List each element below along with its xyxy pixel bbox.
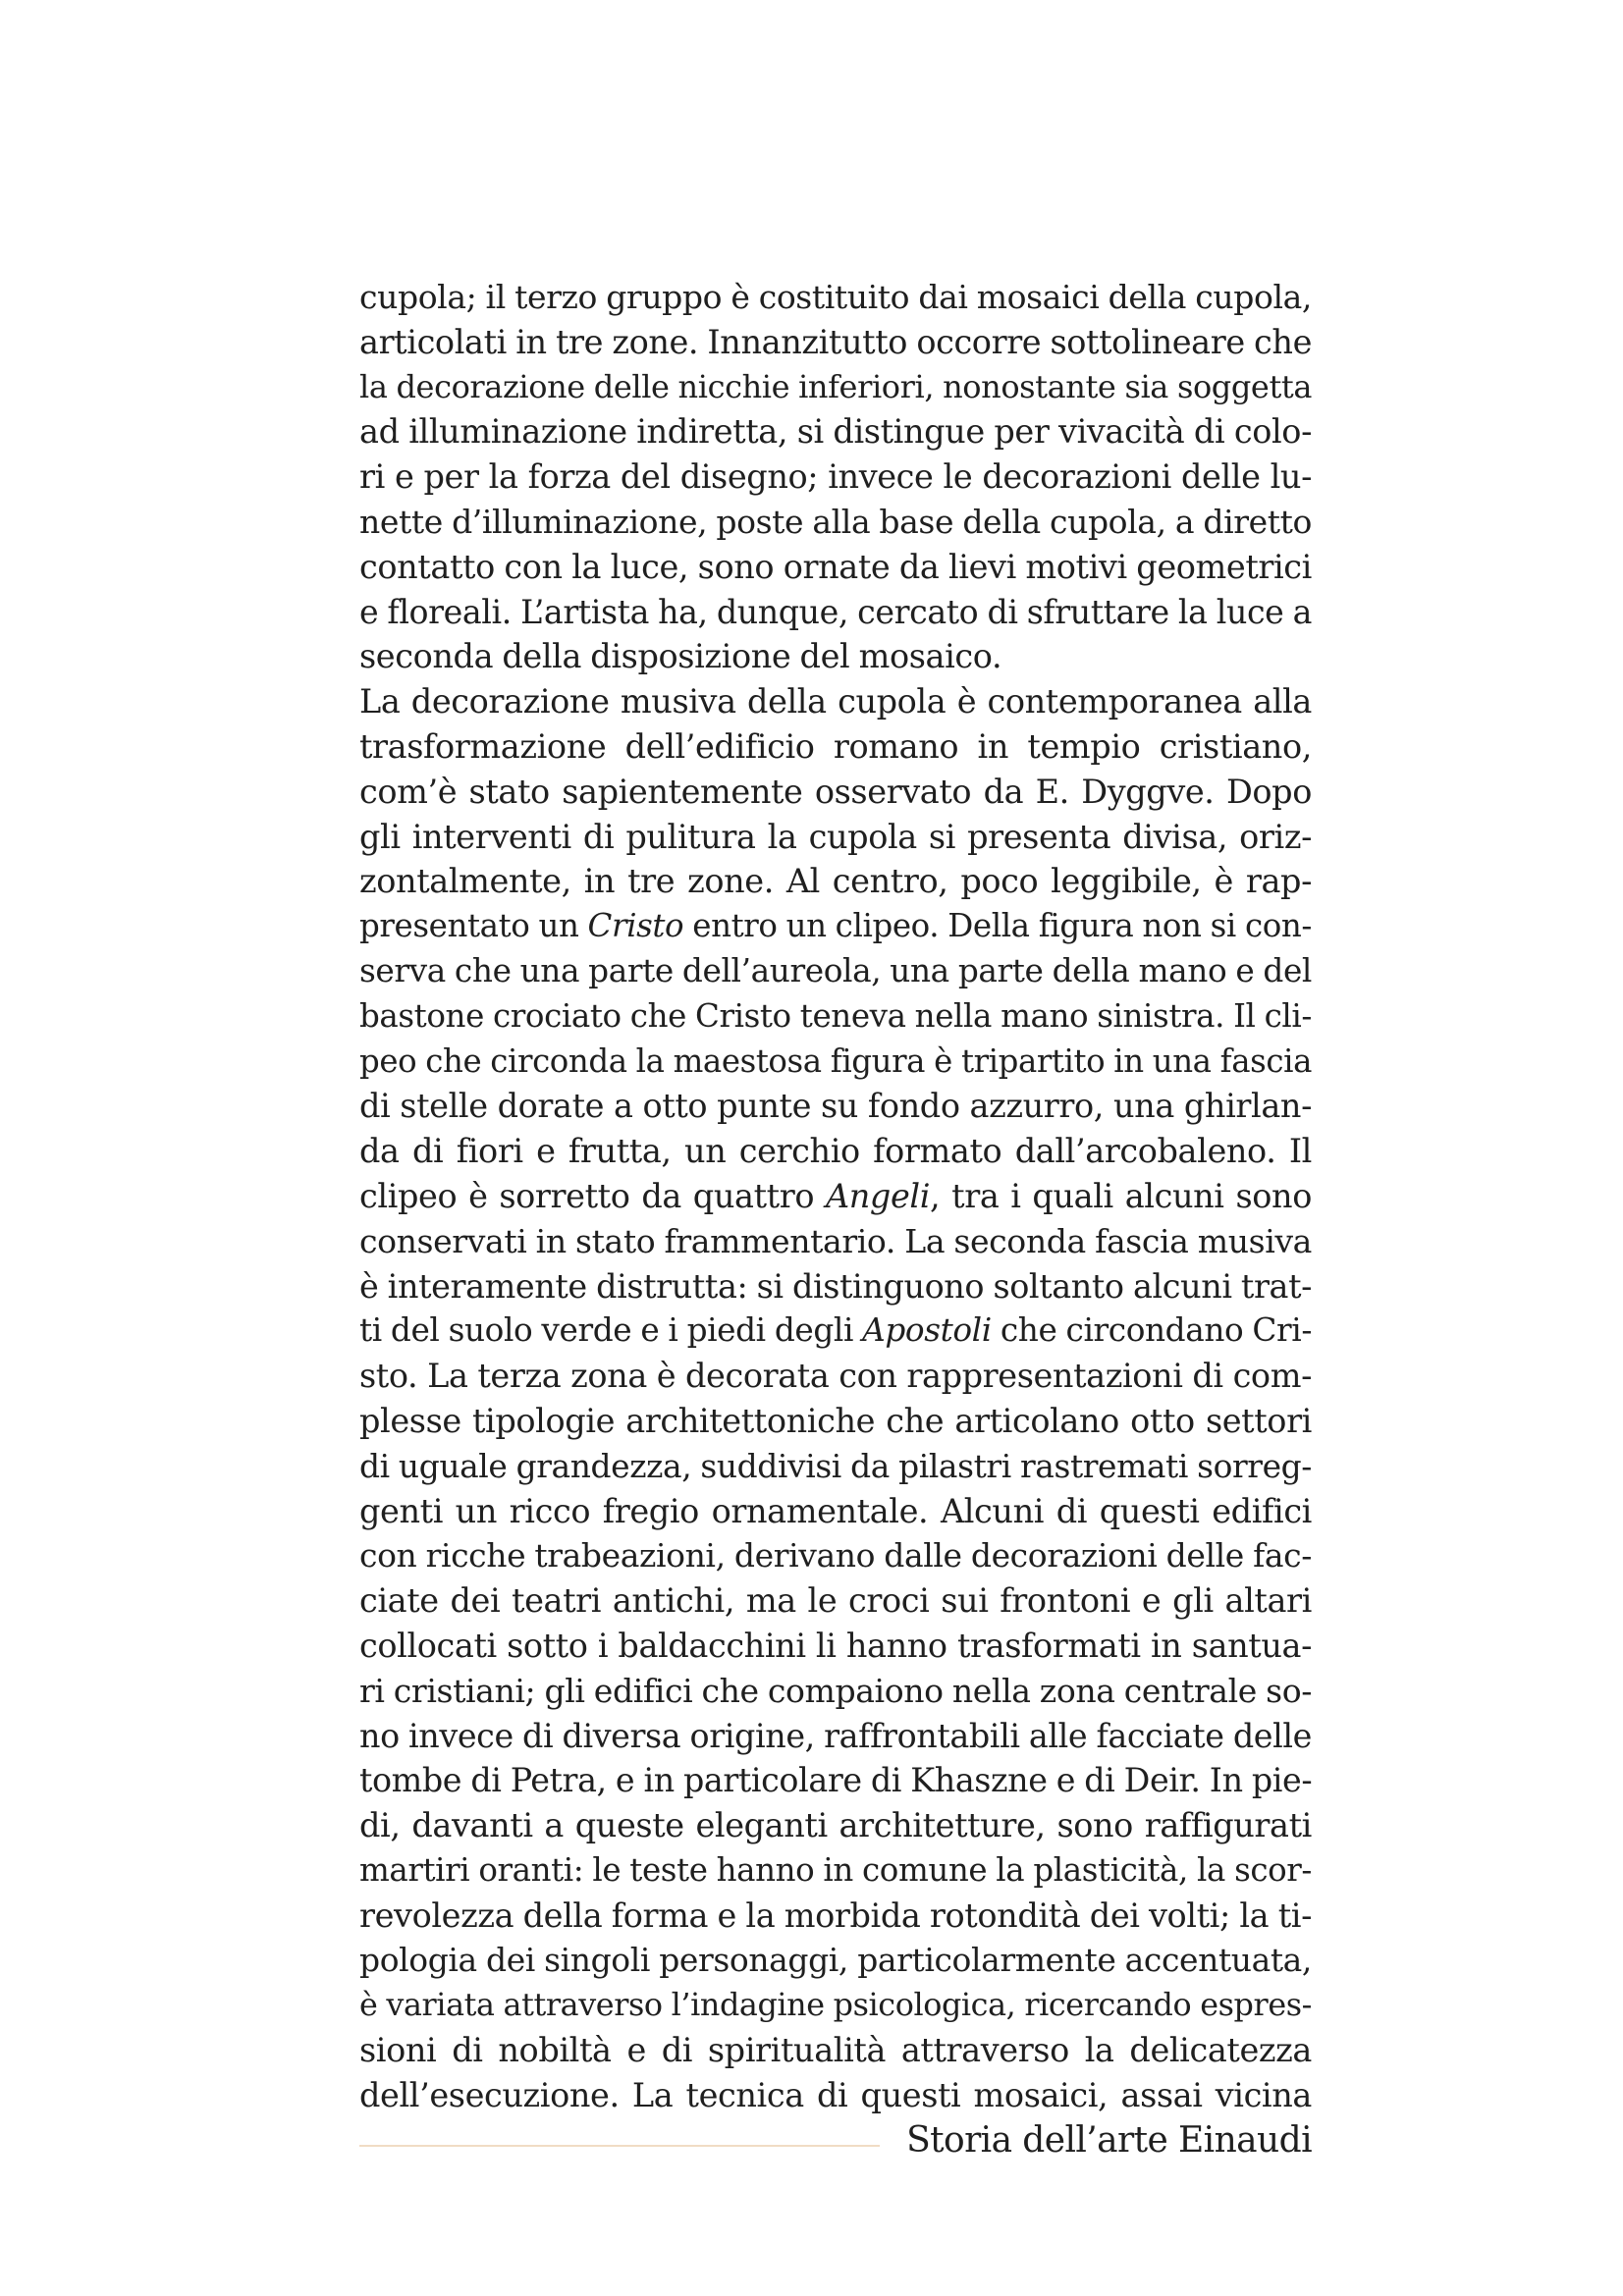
text-line: sioni di nobiltà e di spiritualità attraverso la delicatezza	[359, 2031, 1312, 2070]
text-line: dell’esecuzione. La tecnica di questi mosaici, assai vicina	[359, 2075, 1312, 2114]
text-line: da di fiori e frutta, un cerchio formato dall’arcobaleno. Il	[359, 1132, 1312, 1171]
body-text	[359, 275, 1312, 2118]
text-line: ad illuminazione indiretta, si distingue per vivacità di colo-	[359, 412, 1312, 452]
italic-term-apostoli: Apostoli	[862, 1311, 992, 1350]
text-line: serva che una parte dell’aureola, una parte della mano e del	[359, 951, 1312, 989]
text-line: di uguale grandezza, suddivisi da pilastri rastremati sorreg-	[359, 1446, 1312, 1485]
text-line: La decorazione musiva della cupola è contemporanea alla	[359, 682, 1312, 721]
text-run: clipeo è sorretto da quattro	[359, 1176, 826, 1215]
text-line: com’è stato sapientemente osservato da E. Dyggve. Dopo	[359, 772, 1312, 811]
text-line: e floreali. L’artista ha, dunque, cercato di sfruttare la luce a	[359, 592, 1312, 631]
text-line: è interamente distrutta: si distinguono soltanto alcuni trat-	[359, 1266, 1312, 1306]
paragraph-end-line: seconda della disposizione del mosaico.	[359, 637, 1002, 676]
footer-rule	[359, 2145, 880, 2147]
text-run: ti del suolo verde e i piedi degli	[359, 1311, 863, 1350]
text-line: ri cristiani; gli edifici che compaiono nella zona centrale so-	[359, 1671, 1312, 1710]
text-line: ciate dei teatri antichi, ma le croci sui frontoni e gli altari	[359, 1581, 1312, 1621]
text-line: tombe di Petra, e in particolare di Khaszne e di Deir. In pie-	[359, 1761, 1313, 1800]
text-line	[359, 1308, 1312, 1354]
text-line: zontalmente, in tre zone. Al centro, poco leggibile, è rap-	[359, 862, 1312, 901]
text-line: ri e per la forza del disegno; invece le decorazioni delle lu-	[359, 457, 1312, 497]
text-line: revolezza della forma e la morbida rotondità dei volti; la ti-	[359, 1896, 1312, 1935]
text-run: che circondano Cri-	[991, 1311, 1312, 1350]
text-line: di stelle dorate a otto punte su fondo azzurro, una ghirlan-	[359, 1087, 1312, 1126]
text-line: trasformazione dell’edificio romano in tempio cristiano,	[359, 726, 1312, 766]
text-line: peo che circonda la maestosa figura è tripartito in una fascia	[359, 1041, 1312, 1080]
text-line: plesse tipologie architettoniche che articolano otto settori	[359, 1401, 1312, 1440]
text-line: pologia dei singoli personaggi, particolarmente accentuata,	[359, 1941, 1312, 1980]
text-line: cupola; il terzo gruppo è costituito dai mosaici della cupola,	[359, 278, 1312, 316]
text-line: contatto con la luce, sono ornate da lievi motivi geometrici	[359, 547, 1312, 586]
text-line: genti un ricco fregio ornamentale. Alcuni di questi edifici	[359, 1491, 1312, 1530]
text-line: sto. La terza zona è decorata con rappresentazioni di com-	[359, 1357, 1312, 1396]
text-line: no invece di diversa origine, raffrontabili alle facciate delle	[359, 1716, 1312, 1755]
text-line: articolati in tre zone. Innanzitutto occorre sottolineare che	[359, 322, 1312, 361]
text-run: entro un clipeo. Della figura non si con-	[683, 907, 1312, 945]
footer-title: Storia dell’arte Einaudi	[906, 2120, 1312, 2161]
text-line: la decorazione delle nicchie inferiori, nonostante sia soggetta	[359, 367, 1312, 405]
italic-term-cristo: Cristo	[587, 907, 684, 945]
text-line: bastone crociato che Cristo teneva nella mano sinistra. Il cli-	[359, 996, 1312, 1035]
page-footer	[359, 2116, 1312, 2165]
text-line: è variata attraverso l’indagine psicologica, ricercando espres-	[359, 1987, 1312, 2024]
text-line: di, davanti a queste eleganti architetture, sono raffigurati	[359, 1806, 1312, 1845]
text-run: presentato un	[359, 907, 588, 945]
text-run: , tra i quali alcuni sono	[930, 1176, 1312, 1215]
text-line	[359, 904, 1312, 949]
text-line: collocati sotto i baldacchini li hanno trasformati in santua-	[359, 1626, 1312, 1665]
text-line: con ricche trabeazioni, derivano dalle decorazioni delle fac-	[359, 1536, 1312, 1575]
text-line: martiri oranti: le teste hanno in comune la plasticità, la scor-	[359, 1850, 1312, 1889]
italic-term-angeli: Angeli	[825, 1176, 931, 1215]
text-line: nette d’illuminazione, poste alla base della cupola, a diretto	[359, 502, 1312, 541]
text-line: conservati in stato frammentario. La seconda fascia musiva	[359, 1221, 1312, 1260]
text-line: gli interventi di pulitura la cupola si presenta divisa, oriz-	[359, 817, 1312, 856]
text-line	[359, 1174, 1312, 1219]
